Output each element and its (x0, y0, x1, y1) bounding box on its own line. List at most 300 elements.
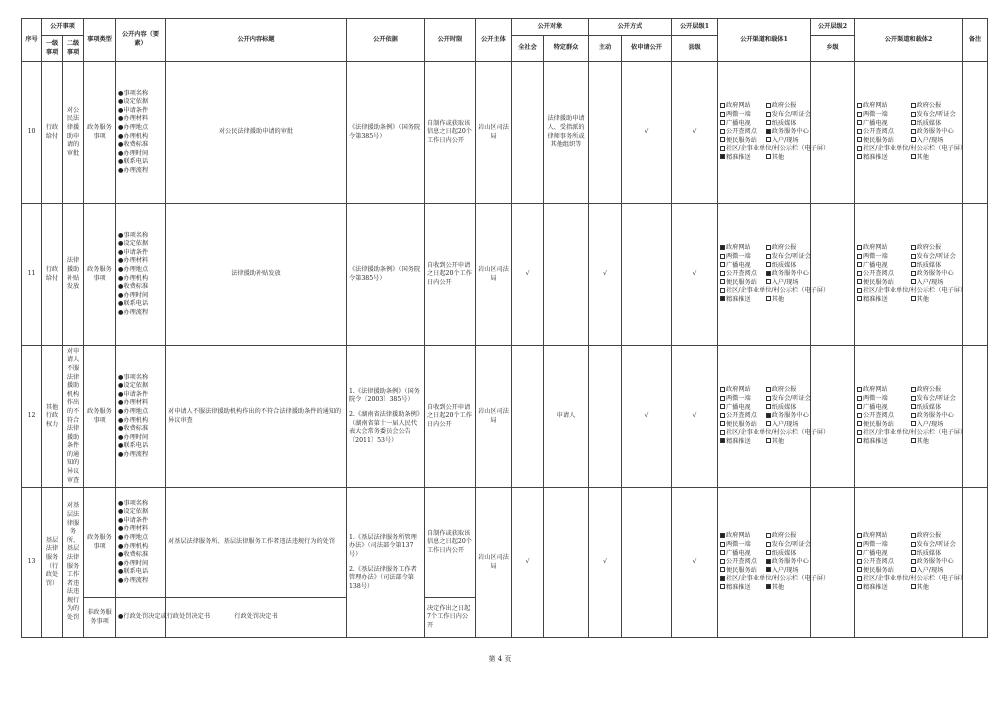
channel-option-press (911, 111, 960, 120)
channels-2 (855, 62, 967, 204)
row-beizhu (963, 204, 988, 346)
row-shixian: 自制作或获取该信息之日起20个工作日内公开 (425, 488, 476, 598)
channel-label: 政府公报 (771, 532, 797, 540)
empty-box-icon (911, 254, 916, 259)
col-neirong: 公开内容（要素） (116, 19, 166, 62)
row-erji: 法律援助补贴发放 (63, 204, 84, 346)
row-quanshehui: √ (512, 488, 544, 638)
element-item: ●办理时间 (118, 559, 149, 567)
element-item: ●设定依据 (118, 240, 149, 248)
element-item: ●申请条件 (118, 248, 149, 256)
empty-box-icon (911, 567, 916, 572)
row-teding: 法律援助申请人、受指派的律师事务所或其他组织等 (544, 62, 589, 204)
channel-label: 发布会/听证会 (771, 395, 811, 403)
row-biaoti: 对申请人不服法律援助机构作出的不符合法律援助条件的通知的异议审查 (166, 346, 347, 488)
channel-option-precise (720, 584, 766, 593)
row-yiji: 行政给付 (42, 62, 63, 204)
channel-label: 政务服务中心 (771, 270, 809, 278)
element-item: ●办理机构 (118, 274, 149, 282)
empty-box-icon (720, 112, 725, 117)
element-item: ●设定依据 (118, 98, 149, 106)
empty-box-icon (911, 279, 916, 284)
channel-option-two-micro (857, 395, 911, 404)
channel-label: 政府网站 (863, 532, 888, 540)
empty-box-icon (857, 413, 862, 418)
empty-box-icon (857, 129, 862, 134)
empty-box-icon (911, 542, 916, 547)
channel-option-paper (766, 262, 808, 271)
channel-option-paper (766, 404, 808, 413)
row-zhuti: 岩山区司法局 (476, 346, 512, 488)
channel-option-press (911, 541, 960, 550)
row-shixian: 自制作或获取该信息之日起20个工作日内公开 (425, 62, 476, 204)
channel-option-precise (720, 438, 766, 447)
empty-box-icon (911, 438, 916, 443)
element-item: ●联系电话 (118, 158, 149, 166)
channel-option-other (911, 584, 960, 593)
row-biaoti: 对公民法律援助申请的审批 (166, 62, 347, 204)
empty-box-icon (911, 550, 916, 555)
channel-label: 政府网站 (726, 102, 751, 110)
channel-label: 精准推送 (863, 583, 888, 591)
row-leixing: 政务服务事项 (84, 62, 116, 204)
channel-option-gov-bulletin (766, 532, 808, 541)
channel-label: 两微一端 (726, 111, 751, 119)
channel-label: 政府网站 (726, 386, 751, 394)
channel-option-gov-bulletin (911, 102, 960, 111)
row-xianji: √ (672, 62, 718, 204)
empty-box-icon (720, 146, 725, 151)
channel-label: 公开查阅点 (863, 128, 894, 136)
row-teding (544, 488, 589, 638)
channel-option-other (911, 154, 960, 163)
empty-box-icon (911, 103, 916, 108)
channel-option-other (766, 438, 808, 447)
row-seq: 11 (22, 204, 42, 346)
empty-box-icon (857, 421, 862, 426)
row-yishenqing: √ (622, 62, 672, 204)
channel-option-paper (766, 550, 808, 559)
channel-label: 便民服务站 (863, 136, 894, 144)
empty-box-icon (857, 279, 862, 284)
channel-label: 纸质媒体 (916, 261, 942, 269)
yiju-item: 2.《湖南省法律援助条例》（湖南省第十一届人民代表大会常务委员会公告〔2011〕53号） (349, 410, 420, 444)
channel-label: 其他 (916, 295, 929, 303)
empty-box-icon (911, 120, 916, 125)
channel-label: 纸质媒体 (771, 549, 797, 557)
element-item: ●申请条件 (118, 390, 149, 398)
empty-box-icon (911, 387, 916, 392)
col-qudao1: 公开渠道和载体1 (718, 19, 811, 62)
elements-list (116, 346, 166, 488)
channel-option-precise (857, 154, 911, 163)
channel-label: 广播电视 (863, 549, 888, 557)
element-item: ●联系电话 (118, 442, 149, 450)
row-xiangji (811, 346, 855, 488)
row-yiju: 《法律援助条例》（国务院令第385号） (347, 62, 425, 204)
row-xiangji (811, 488, 855, 638)
empty-box-icon (766, 279, 771, 284)
elements-list (116, 488, 166, 598)
channel-label: 政府公报 (916, 532, 942, 540)
col-teding: 特定群众 (544, 36, 589, 62)
channel-label: 精准推送 (863, 295, 888, 303)
channel-label: 便民服务站 (726, 566, 757, 574)
empty-box-icon (911, 296, 916, 301)
channel-label: 发布会/听证会 (916, 253, 956, 261)
element-item: ●设定依据 (118, 508, 149, 516)
checked-box-icon (720, 533, 725, 538)
row-sub-biaoti: 行政处罚决定书 (166, 598, 347, 638)
row-erji: 对公民法律援助申请的审批 (63, 62, 84, 204)
element-item: ●事项名称 (118, 499, 149, 507)
channels-1 (718, 62, 830, 204)
element-item: ●办理机构 (118, 416, 149, 424)
element-item: ●事项名称 (118, 373, 149, 381)
channel-option-gov-site (857, 102, 911, 111)
channel-label: 社区/企事业单位/村公示栏（电子屏） (726, 287, 830, 295)
channel-label: 便民服务站 (863, 278, 894, 286)
col-biaoti: 公开内容标题 (166, 19, 347, 62)
empty-box-icon (720, 129, 725, 134)
empty-box-icon (857, 387, 862, 392)
checked-box-icon (766, 271, 771, 276)
channel-option-gov-site (720, 386, 766, 395)
channel-label: 社区/企事业单位/村公示栏（电子屏） (863, 145, 967, 153)
row-xiangji (811, 62, 855, 204)
channel-option-broadcast (857, 120, 911, 129)
channel-label: 入户/现场 (916, 136, 944, 144)
col-yiji: 一级事项 (42, 36, 63, 62)
channel-label: 两微一端 (863, 541, 888, 549)
channel-option-precise (857, 584, 911, 593)
element-item: ●办理流程 (118, 308, 149, 316)
table-row (22, 204, 988, 346)
empty-box-icon (720, 137, 725, 142)
element-item: ●事项名称 (118, 89, 149, 97)
channel-label: 公开查阅点 (863, 270, 894, 278)
channel-option-other (911, 438, 960, 447)
channel-option-press (911, 253, 960, 262)
element-item: ●办理机构 (118, 542, 149, 550)
channel-label: 精准推送 (726, 153, 751, 161)
channels-1 (718, 204, 830, 346)
channel-label: 两微一端 (726, 541, 751, 549)
checked-box-icon (766, 413, 771, 418)
element-item: ●办理材料 (118, 115, 149, 123)
empty-box-icon (911, 245, 916, 250)
channel-option-service-center (766, 412, 808, 421)
row-zhuti: 岩山区司法局 (476, 204, 512, 346)
channels-1 (718, 488, 830, 638)
empty-box-icon (911, 421, 916, 426)
empty-box-icon (911, 271, 916, 276)
channel-label: 两微一端 (726, 395, 751, 403)
element-item: ●办理材料 (118, 525, 149, 533)
channel-label: 精准推送 (726, 295, 751, 303)
element-item: ●办理流程 (118, 166, 149, 174)
col-cengji2: 公开层级2 (811, 19, 855, 36)
channel-option-two-micro (720, 253, 766, 262)
channel-label: 纸质媒体 (771, 261, 797, 269)
empty-box-icon (720, 413, 725, 418)
empty-box-icon (857, 254, 862, 259)
empty-box-icon (720, 387, 725, 392)
col-beizhu: 备注 (963, 19, 988, 62)
channel-option-two-micro (720, 395, 766, 404)
empty-box-icon (720, 559, 725, 564)
channel-option-community (720, 287, 830, 296)
row-xianji: √ (672, 346, 718, 488)
empty-box-icon (857, 271, 862, 276)
channel-label: 社区/企事业单位/村公示栏（电子屏） (726, 429, 830, 437)
checked-box-icon (720, 154, 725, 159)
channel-label: 政府公报 (771, 102, 797, 110)
checked-box-icon (766, 559, 771, 564)
channel-option-two-micro (720, 541, 766, 550)
channel-option-service-center (911, 128, 960, 137)
row-zhuti: 岩山区司法局 (476, 488, 512, 638)
checked-box-icon (766, 567, 771, 572)
channel-option-community (857, 287, 967, 296)
channel-option-gov-bulletin (911, 532, 960, 541)
empty-box-icon (911, 413, 916, 418)
empty-box-icon (857, 584, 862, 589)
page-number: 第 4 页 (488, 655, 512, 663)
channel-option-lookup (720, 128, 766, 137)
channel-label: 便民服务站 (863, 420, 894, 428)
row-erji: 对申请人不服法律援助机构作出的不符合法律援助条件的通知的异议审查 (63, 346, 84, 488)
row-yiji: 其他行政权力 (42, 346, 63, 488)
element-item: ●办理流程 (118, 576, 149, 584)
empty-box-icon (911, 112, 916, 117)
empty-box-icon (911, 404, 916, 409)
col-zhudong: 主动 (589, 36, 622, 62)
empty-box-icon (766, 387, 771, 392)
channel-label: 政府公报 (771, 244, 797, 252)
empty-box-icon (766, 533, 771, 538)
disclosure-table (21, 18, 988, 638)
channel-option-lookup (720, 558, 766, 567)
channel-option-broadcast (720, 404, 766, 413)
channel-label: 精准推送 (726, 583, 751, 591)
channel-option-other (766, 296, 808, 305)
row-beizhu (963, 62, 988, 204)
channel-label: 纸质媒体 (916, 119, 942, 127)
empty-box-icon (766, 112, 771, 117)
empty-box-icon (857, 288, 862, 293)
row-quanshehui (512, 346, 544, 488)
channel-label: 便民服务站 (726, 278, 757, 286)
channel-label: 社区/企事业单位/村公示栏（电子屏） (863, 429, 967, 437)
yiju-item: 1.《基层法律服务所管理办法》（司法部令第137号） (349, 533, 417, 558)
channel-label: 发布会/听证会 (916, 395, 956, 403)
channel-label: 两微一端 (726, 253, 751, 261)
row-zhudong (589, 62, 622, 204)
channel-option-gov-site (857, 386, 911, 395)
row-zhudong: √ (589, 488, 622, 638)
channel-label: 政府网站 (863, 386, 888, 394)
empty-box-icon (911, 262, 916, 267)
element-item: ●收费标准 (118, 551, 149, 559)
channel-label: 政府公报 (916, 102, 942, 110)
col-xiangji: 乡级 (811, 36, 855, 62)
sub-elements-list (116, 598, 211, 638)
empty-box-icon (857, 137, 862, 142)
empty-box-icon (766, 404, 771, 409)
channel-option-community (720, 575, 830, 584)
row-beizhu (963, 346, 988, 488)
channel-label: 政府网站 (863, 102, 888, 110)
element-item: ●事项名称 (118, 231, 149, 239)
row-zhudong: √ (589, 204, 622, 346)
channel-label: 便民服务站 (726, 136, 757, 144)
channel-label: 广播电视 (863, 403, 888, 411)
channel-option-precise (720, 296, 766, 305)
col-shixian: 公开时限 (425, 19, 476, 62)
empty-box-icon (720, 430, 725, 435)
element-item: ●收费标准 (118, 425, 149, 433)
empty-box-icon (857, 559, 862, 564)
element-item: ●办理流程 (118, 450, 149, 458)
empty-box-icon (766, 421, 771, 426)
channel-label: 政府网站 (726, 244, 751, 252)
row-quanshehui: √ (512, 204, 544, 346)
channels-1 (718, 346, 830, 488)
channel-label: 社区/企事业单位/村公示栏（电子屏） (863, 287, 967, 295)
channel-label: 公开查阅点 (726, 128, 757, 136)
empty-box-icon (720, 567, 725, 572)
channel-option-gov-bulletin (766, 386, 808, 395)
empty-box-icon (911, 396, 916, 401)
channel-option-other (766, 154, 808, 163)
channel-label: 两微一端 (863, 111, 888, 119)
empty-box-icon (720, 584, 725, 589)
channel-label: 入户/现场 (916, 420, 944, 428)
row-quanshehui (512, 62, 544, 204)
channel-label: 发布会/听证会 (916, 541, 956, 549)
yiju-item: 2.《基层法律服务工作者管理办法》（司法部令第138号） (349, 565, 417, 590)
element-item: ●办理材料 (118, 257, 149, 265)
row-yishenqing (622, 488, 672, 638)
element-item: ●联系电话 (118, 300, 149, 308)
channel-label: 发布会/听证会 (771, 253, 811, 261)
row-zhuti: 岩山区司法局 (476, 62, 512, 204)
empty-box-icon (857, 245, 862, 250)
channel-option-community (720, 429, 830, 438)
channel-option-gov-bulletin (911, 386, 960, 395)
channel-option-lookup (857, 270, 911, 279)
col-zhuti: 公开主体 (476, 19, 512, 62)
row-seq: 10 (22, 62, 42, 204)
row-seq: 12 (22, 346, 42, 488)
channel-option-lookup (857, 128, 911, 137)
empty-box-icon (857, 112, 862, 117)
checked-box-icon (720, 245, 725, 250)
row-yiju (347, 488, 425, 638)
row-teding: 申请人 (544, 346, 589, 488)
empty-box-icon (720, 421, 725, 426)
element-item: ●办理地点 (118, 407, 149, 415)
channel-label: 精准推送 (726, 437, 751, 445)
row-zhudong (589, 346, 622, 488)
col-xianji: 县级 (672, 36, 718, 62)
empty-box-icon (857, 120, 862, 125)
channel-label: 社区/企事业单位/村公示栏（电子屏） (726, 145, 830, 153)
empty-box-icon (857, 146, 862, 151)
channel-option-paper (911, 404, 960, 413)
element-item: ●办理地点 (118, 265, 149, 273)
empty-box-icon (720, 542, 725, 547)
channel-label: 精准推送 (863, 437, 888, 445)
channel-option-lookup (857, 558, 911, 567)
col-leixing: 事项类型 (84, 19, 116, 62)
row-shixian: 自收到公开申请之日起20个工作日内公开 (425, 346, 476, 488)
channel-label: 入户/现场 (916, 566, 944, 574)
channel-option-broadcast (720, 120, 766, 129)
empty-box-icon (911, 154, 916, 159)
channel-label: 政府公报 (916, 386, 942, 394)
channel-label: 政府公报 (771, 386, 797, 394)
col-qudao2: 公开渠道和载体2 (855, 19, 963, 62)
checked-box-icon (766, 584, 771, 589)
element-item: ●办理地点 (118, 533, 149, 541)
empty-box-icon (720, 271, 725, 276)
col-yiju: 公开依据 (347, 19, 425, 62)
checked-box-icon (766, 129, 771, 134)
row-xianji: √ (672, 204, 718, 346)
empty-box-icon (766, 154, 771, 159)
channel-option-paper (911, 262, 960, 271)
table-row (22, 346, 988, 488)
empty-box-icon (720, 288, 725, 293)
channel-label: 入户/现场 (771, 278, 799, 286)
channel-label: 公开查阅点 (863, 558, 894, 566)
empty-box-icon (857, 533, 862, 538)
row-beizhu (963, 488, 988, 638)
channel-label: 发布会/听证会 (771, 541, 811, 549)
channel-label: 公开查阅点 (726, 412, 757, 420)
checked-box-icon (720, 576, 725, 581)
empty-box-icon (766, 296, 771, 301)
empty-box-icon (766, 542, 771, 547)
channel-option-precise (857, 296, 911, 305)
channel-label: 政务服务中心 (916, 558, 954, 566)
empty-box-icon (857, 430, 862, 435)
channel-option-precise (720, 154, 766, 163)
channel-label: 两微一端 (863, 253, 888, 261)
empty-box-icon (766, 262, 771, 267)
empty-box-icon (766, 550, 771, 555)
checked-box-icon (720, 296, 725, 301)
channel-option-service-center (911, 270, 960, 279)
channel-label: 政务服务中心 (771, 558, 809, 566)
channel-label: 纸质媒体 (771, 119, 797, 127)
channel-label: 政务服务中心 (916, 270, 954, 278)
empty-box-icon (857, 567, 862, 572)
channel-option-lookup (720, 270, 766, 279)
channel-option-gov-bulletin (766, 102, 808, 111)
element-item: ●办理材料 (118, 399, 149, 407)
element-item: ●办理时间 (118, 149, 149, 157)
channel-label: 纸质媒体 (916, 403, 942, 411)
channel-option-service-center (766, 558, 808, 567)
channel-label: 公开查阅点 (726, 558, 757, 566)
channel-option-service-center (911, 412, 960, 421)
channel-label: 其他 (771, 583, 785, 591)
channel-option-precise (857, 438, 911, 447)
channel-label: 政府网站 (863, 244, 888, 252)
